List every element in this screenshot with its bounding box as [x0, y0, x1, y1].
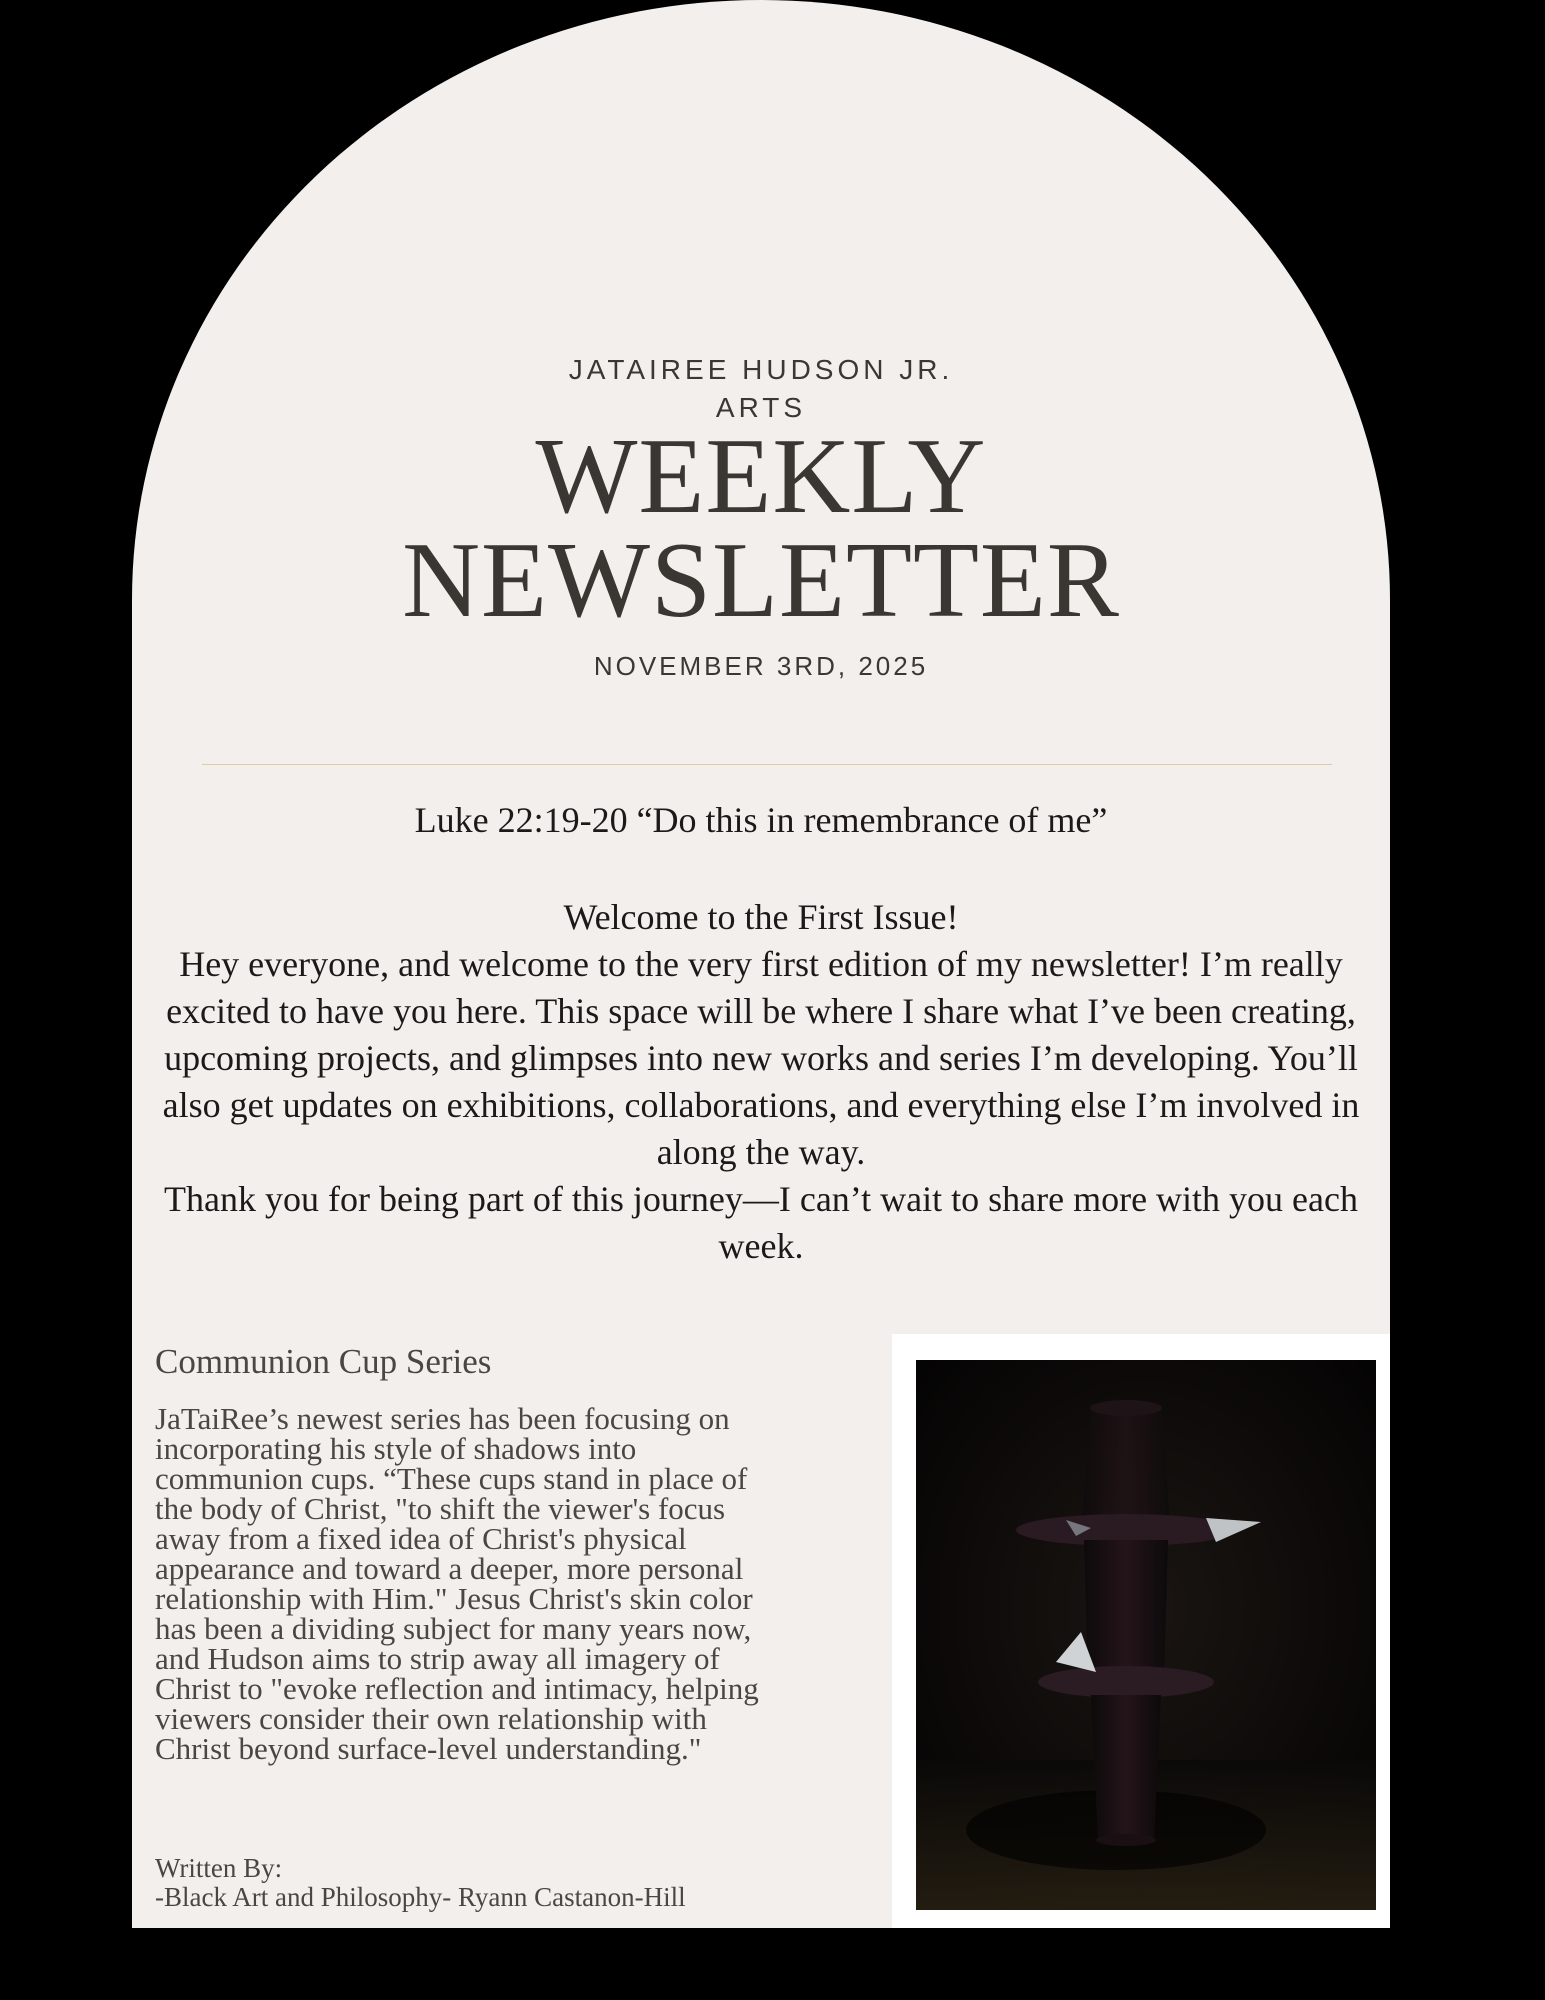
artwork-photo-frame — [892, 1334, 1390, 1928]
newsletter-title-line2: NEWSLETTER — [402, 521, 1120, 640]
byline-label: Written By: — [155, 1853, 283, 1883]
issue-date: NOVEMBER 3RD, 2025 — [593, 651, 929, 681]
communion-cup-painting — [916, 1360, 1376, 1910]
newsletter-title-line1: WEEKLY — [535, 417, 987, 536]
welcome-heading: Welcome to the First Issue! — [563, 897, 959, 937]
feature-article: JaTaiRee’s newest series has been focusing on incorporating his style of shadows into communion cups. “These cups stand in place of the body of Christ, "to shift the viewer's focus away from a fixed idea of Christ's physical appearance and toward a deeper, more personal relationship with Him." Jesus Christ's skin color has been a dividing subject for many years now, and Hudson aims to strip away all imagery of Christ to "evoke reflection and intimacy, helping viewers consider their own relationship with Christ beyond surface-level understanding." — [155, 1401, 759, 1766]
org-name-line2: ARTS — [715, 392, 807, 423]
welcome-section — [132, 894, 1390, 1270]
org-name-line1: JATAIREE HUDSON JR. — [568, 354, 954, 385]
thanks-text: Thank you for being part of this journey—I can’t wait to share more with you each week. — [164, 1179, 1358, 1266]
feature-heading: Communion Cup Series — [155, 1342, 492, 1381]
painting-image — [916, 1360, 1376, 1910]
newsletter-arch — [132, 0, 1390, 1928]
scripture-verse: Luke 22:19-20 “Do this in remembrance of me” — [414, 800, 1108, 840]
welcome-body: Hey everyone, and welcome to the very first edition of my newsletter! I’m really excited to have you here. This space will be where I share what I’ve been creating, upcoming projects, and glimpses into new works and series I’m developing. You’ll also get updates on exhibitions, collaborations, and everything else I’m involved in along the way. — [162, 944, 1360, 1172]
divider — [202, 764, 1332, 765]
byline-author: -Black Art and Philosophy- Ryann Castanon-Hill — [155, 1882, 686, 1912]
byline — [155, 1854, 686, 1912]
